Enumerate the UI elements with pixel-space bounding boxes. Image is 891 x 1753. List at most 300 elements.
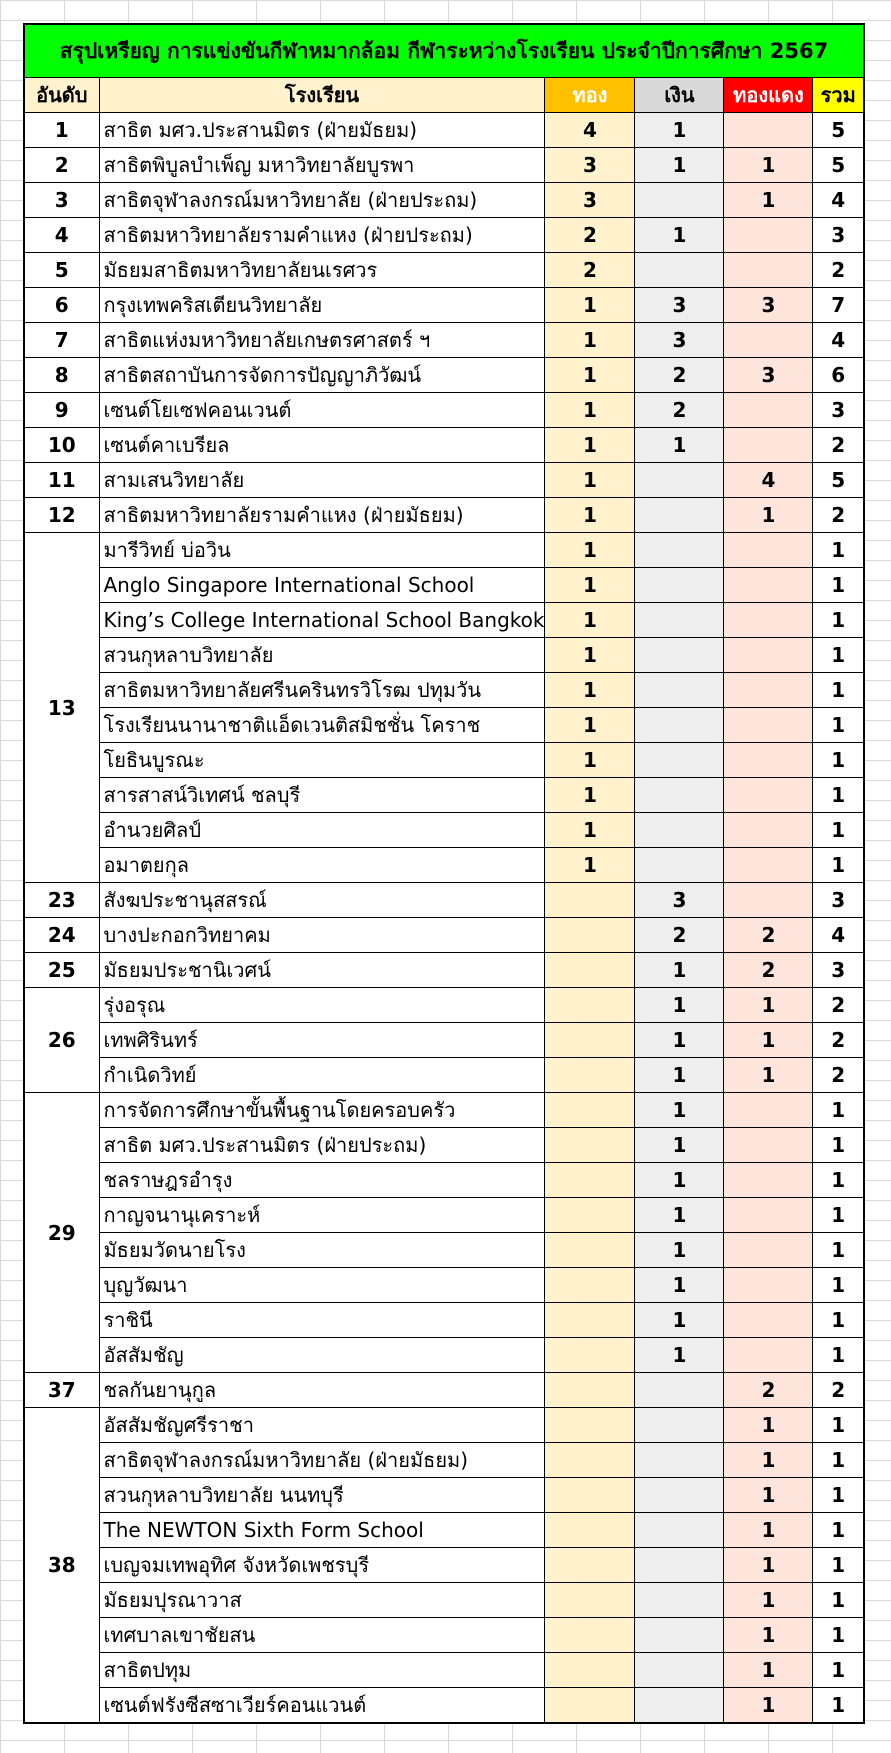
gold-count-cell[interactable]: 1 — [545, 568, 635, 603]
school-name-cell[interactable]: อมาตยกุล — [99, 848, 545, 883]
table-row — [24, 113, 864, 148]
total-count-cell[interactable]: 1 — [813, 1408, 864, 1443]
gold-count-cell[interactable]: 1 — [545, 673, 635, 708]
total-count-cell[interactable]: 1 — [813, 743, 864, 778]
school-name-cell[interactable]: ชลกันยานุกูล — [99, 1373, 545, 1408]
gold-count-cell[interactable] — [545, 1233, 635, 1268]
silver-count-cell[interactable] — [635, 673, 724, 708]
table-row — [24, 1233, 864, 1268]
silver-count-cell[interactable]: 3 — [635, 323, 724, 358]
gold-count-cell[interactable] — [545, 953, 635, 988]
bronze-count-cell[interactable]: 1 — [724, 1548, 813, 1583]
silver-count-cell[interactable] — [635, 603, 724, 638]
gold-count-cell[interactable]: 4 — [545, 113, 635, 148]
bronze-count-cell[interactable] — [724, 253, 813, 288]
total-count-cell[interactable]: 1 — [813, 1618, 864, 1653]
total-count-cell[interactable]: 1 — [813, 1198, 864, 1233]
school-name-cell[interactable]: สวนกุหลาบวิทยาลัย — [99, 638, 545, 673]
rank-cell[interactable]: 5 — [24, 253, 99, 288]
gold-count-cell[interactable]: 2 — [545, 218, 635, 253]
gold-count-cell[interactable] — [545, 1093, 635, 1128]
gold-count-cell[interactable] — [545, 1373, 635, 1408]
total-count-cell[interactable]: 5 — [813, 463, 864, 498]
silver-count-cell[interactable]: 3 — [635, 883, 724, 918]
rank-cell[interactable]: 24 — [24, 918, 99, 953]
total-count-cell[interactable]: 1 — [813, 603, 864, 638]
bronze-count-cell[interactable] — [724, 113, 813, 148]
school-name-cell[interactable]: อัสสัมชัญ — [99, 1338, 545, 1373]
table-row — [24, 253, 864, 288]
bronze-count-cell[interactable] — [724, 673, 813, 708]
gold-count-cell[interactable] — [545, 1443, 635, 1478]
bronze-count-cell[interactable]: 1 — [724, 1618, 813, 1653]
medal-table — [23, 23, 865, 1724]
school-name-cell[interactable]: อัสสัมชัญศรีราชา — [99, 1408, 545, 1443]
total-count-cell[interactable]: 1 — [813, 1653, 864, 1688]
header-gold[interactable]: ทอง — [545, 78, 635, 113]
total-count-cell[interactable]: 1 — [813, 1163, 864, 1198]
total-count-cell[interactable]: 1 — [813, 673, 864, 708]
silver-count-cell[interactable] — [635, 1443, 724, 1478]
silver-count-cell[interactable]: 1 — [635, 218, 724, 253]
table-row — [24, 568, 864, 603]
title-row — [24, 24, 864, 78]
gold-count-cell[interactable]: 1 — [545, 813, 635, 848]
silver-count-cell[interactable] — [635, 813, 724, 848]
table-row — [24, 1338, 864, 1373]
silver-count-cell[interactable]: 2 — [635, 393, 724, 428]
school-name-cell[interactable]: โยธินบูรณะ — [99, 743, 545, 778]
school-name-cell[interactable]: เทพศิรินทร์ — [99, 1023, 545, 1058]
silver-count-cell[interactable]: 1 — [635, 1058, 724, 1093]
school-name-cell[interactable]: สาธิตจุฬาลงกรณ์มหาวิทยาลัย (ฝ่ายประถม) — [99, 183, 545, 218]
rank-cell[interactable]: 13 — [24, 533, 99, 883]
silver-count-cell[interactable]: 1 — [635, 1198, 724, 1233]
gold-count-cell[interactable]: 1 — [545, 288, 635, 323]
gold-count-cell[interactable]: 1 — [545, 848, 635, 883]
bronze-count-cell[interactable]: 1 — [724, 1688, 813, 1724]
rank-cell[interactable]: 7 — [24, 323, 99, 358]
silver-count-cell[interactable] — [635, 1618, 724, 1653]
total-count-cell[interactable]: 1 — [813, 813, 864, 848]
silver-count-cell[interactable]: 1 — [635, 148, 724, 183]
school-name-cell[interactable]: สาธิตสถาบันการจัดการปัญญาภิวัฒน์ — [99, 358, 545, 393]
bronze-count-cell[interactable] — [724, 323, 813, 358]
bronze-count-cell[interactable] — [724, 218, 813, 253]
silver-count-cell[interactable] — [635, 1688, 724, 1724]
total-count-cell[interactable]: 3 — [813, 393, 864, 428]
gold-count-cell[interactable]: 1 — [545, 323, 635, 358]
total-count-cell[interactable]: 1 — [813, 1338, 864, 1373]
silver-count-cell[interactable]: 1 — [635, 1268, 724, 1303]
gold-count-cell[interactable] — [545, 1198, 635, 1233]
bronze-count-cell[interactable]: 1 — [724, 1443, 813, 1478]
total-count-cell[interactable]: 1 — [813, 1128, 864, 1163]
bronze-count-cell[interactable] — [724, 428, 813, 463]
total-count-cell[interactable]: 3 — [813, 218, 864, 253]
bronze-count-cell[interactable]: 1 — [724, 1408, 813, 1443]
table-row — [24, 498, 864, 533]
school-name-cell[interactable]: สารสาสน์วิเทศน์ ชลบุรี — [99, 778, 545, 813]
school-name-cell[interactable]: King’s College International School Bangkok — [99, 603, 545, 638]
table-row — [24, 848, 864, 883]
rank-cell[interactable]: 12 — [24, 498, 99, 533]
school-name-cell[interactable]: กาญจนานุเคราะห์ — [99, 1198, 545, 1233]
school-name-cell[interactable]: บางปะกอกวิทยาคม — [99, 918, 545, 953]
table-row — [24, 1268, 864, 1303]
bronze-count-cell[interactable] — [724, 568, 813, 603]
school-name-cell[interactable]: สาธิตมหาวิทยาลัยรามคำแหง (ฝ่ายประถม) — [99, 218, 545, 253]
school-name-cell[interactable]: สาธิตปทุม — [99, 1653, 545, 1688]
silver-count-cell[interactable] — [635, 708, 724, 743]
school-name-cell[interactable]: การจัดการศึกษาขั้นพื้นฐานโดยครอบครัว — [99, 1093, 545, 1128]
gold-count-cell[interactable] — [545, 1653, 635, 1688]
silver-count-cell[interactable] — [635, 1513, 724, 1548]
silver-count-cell[interactable]: 1 — [635, 1303, 724, 1338]
bronze-count-cell[interactable]: 3 — [724, 288, 813, 323]
table-row — [24, 183, 864, 218]
bronze-count-cell[interactable]: 2 — [724, 1373, 813, 1408]
gold-count-cell[interactable]: 1 — [545, 393, 635, 428]
school-name-cell[interactable]: มัธยมวัดนายโรง — [99, 1233, 545, 1268]
total-count-cell[interactable]: 3 — [813, 883, 864, 918]
gold-count-cell[interactable] — [545, 1023, 635, 1058]
total-count-cell[interactable]: 2 — [813, 1058, 864, 1093]
bronze-count-cell[interactable]: 1 — [724, 988, 813, 1023]
bronze-count-cell[interactable]: 1 — [724, 1478, 813, 1513]
bronze-count-cell[interactable]: 1 — [724, 1058, 813, 1093]
bronze-count-cell[interactable]: 1 — [724, 1583, 813, 1618]
table-row — [24, 813, 864, 848]
table-row — [24, 358, 864, 393]
rank-cell[interactable]: 10 — [24, 428, 99, 463]
gold-count-cell[interactable] — [545, 1408, 635, 1443]
silver-count-cell[interactable]: 1 — [635, 113, 724, 148]
bronze-count-cell[interactable] — [724, 1233, 813, 1268]
gold-count-cell[interactable]: 1 — [545, 533, 635, 568]
bronze-count-cell[interactable] — [724, 1163, 813, 1198]
table-row — [24, 953, 864, 988]
gold-count-cell[interactable] — [545, 1303, 635, 1338]
total-count-cell[interactable]: 1 — [813, 1513, 864, 1548]
school-name-cell[interactable]: มัธยมปุรณาวาส — [99, 1583, 545, 1618]
silver-count-cell[interactable] — [635, 778, 724, 813]
total-count-cell[interactable]: 7 — [813, 288, 864, 323]
total-count-cell[interactable]: 2 — [813, 1023, 864, 1058]
silver-count-cell[interactable] — [635, 498, 724, 533]
total-count-cell[interactable]: 2 — [813, 253, 864, 288]
bronze-count-cell[interactable] — [724, 393, 813, 428]
school-name-cell[interactable]: บุญวัฒนา — [99, 1268, 545, 1303]
table-row — [24, 1583, 864, 1618]
total-count-cell[interactable]: 1 — [813, 568, 864, 603]
silver-count-cell[interactable] — [635, 1583, 724, 1618]
total-count-cell[interactable]: 2 — [813, 988, 864, 1023]
total-count-cell[interactable]: 4 — [813, 918, 864, 953]
school-name-cell[interactable]: มารีวิทย์ บ่อวิน — [99, 533, 545, 568]
gold-count-cell[interactable] — [545, 1618, 635, 1653]
silver-count-cell[interactable]: 1 — [635, 1233, 724, 1268]
silver-count-cell[interactable]: 1 — [635, 428, 724, 463]
gold-count-cell[interactable] — [545, 1583, 635, 1618]
rank-cell[interactable]: 4 — [24, 218, 99, 253]
table-row — [24, 1618, 864, 1653]
school-name-cell[interactable]: สาธิตแห่งมหาวิทยาลัยเกษตรศาสตร์ ฯ — [99, 323, 545, 358]
silver-count-cell[interactable] — [635, 1478, 724, 1513]
school-name-cell[interactable]: สาธิต มศว.ประสานมิตร (ฝ่ายมัธยม) — [99, 113, 545, 148]
gold-count-cell[interactable] — [545, 1548, 635, 1583]
silver-count-cell[interactable]: 1 — [635, 1023, 724, 1058]
table-row — [24, 918, 864, 953]
table-row — [24, 463, 864, 498]
table-row — [24, 638, 864, 673]
table-row — [24, 708, 864, 743]
table-row — [24, 1093, 864, 1128]
total-count-cell[interactable]: 1 — [813, 1268, 864, 1303]
silver-count-cell[interactable] — [635, 638, 724, 673]
school-name-cell[interactable]: สังฆประชานุสสรณ์ — [99, 883, 545, 918]
bronze-count-cell[interactable] — [724, 1093, 813, 1128]
total-count-cell[interactable]: 1 — [813, 1303, 864, 1338]
total-count-cell[interactable]: 2 — [813, 1373, 864, 1408]
school-name-cell[interactable]: เซนต์โยเซฟคอนเวนต์ — [99, 393, 545, 428]
silver-count-cell[interactable] — [635, 1408, 724, 1443]
gold-count-cell[interactable]: 3 — [545, 183, 635, 218]
total-count-cell[interactable]: 1 — [813, 708, 864, 743]
total-count-cell[interactable]: 5 — [813, 113, 864, 148]
gold-count-cell[interactable] — [545, 918, 635, 953]
bronze-count-cell[interactable] — [724, 1268, 813, 1303]
gold-count-cell[interactable] — [545, 1058, 635, 1093]
gold-count-cell[interactable]: 1 — [545, 638, 635, 673]
gold-count-cell[interactable]: 3 — [545, 148, 635, 183]
total-count-cell[interactable]: 1 — [813, 848, 864, 883]
rank-cell[interactable]: 23 — [24, 883, 99, 918]
gold-count-cell[interactable] — [545, 883, 635, 918]
total-count-cell[interactable]: 4 — [813, 183, 864, 218]
table-row — [24, 1023, 864, 1058]
school-name-cell[interactable]: มัธยมสาธิตมหาวิทยาลัยนเรศวร — [99, 253, 545, 288]
total-count-cell[interactable]: 2 — [813, 428, 864, 463]
table-title[interactable]: สรุปเหรียญ การแข่งขันกีฬาหมากล้อม กีฬาระหว่างโรงเรียน ประจำปีการศึกษา 2567 — [24, 24, 864, 78]
silver-count-cell[interactable] — [635, 1548, 724, 1583]
rank-cell[interactable]: 6 — [24, 288, 99, 323]
table-row — [24, 673, 864, 708]
gold-count-cell[interactable] — [545, 988, 635, 1023]
bronze-count-cell[interactable]: 1 — [724, 1023, 813, 1058]
bronze-count-cell[interactable] — [724, 883, 813, 918]
table-row — [24, 1408, 864, 1443]
table-row — [24, 883, 864, 918]
gold-count-cell[interactable]: 2 — [545, 253, 635, 288]
school-name-cell[interactable]: อำนวยศิลป์ — [99, 813, 545, 848]
bronze-count-cell[interactable]: 1 — [724, 1653, 813, 1688]
school-name-cell[interactable]: เทศบาลเขาชัยสน — [99, 1618, 545, 1653]
school-name-cell[interactable]: ราชินี — [99, 1303, 545, 1338]
total-count-cell[interactable]: 1 — [813, 778, 864, 813]
silver-count-cell[interactable] — [635, 1653, 724, 1688]
gold-count-cell[interactable]: 1 — [545, 498, 635, 533]
rank-cell[interactable]: 38 — [24, 1408, 99, 1724]
table-body — [24, 113, 864, 1724]
total-count-cell[interactable]: 1 — [813, 1688, 864, 1724]
rank-cell[interactable]: 37 — [24, 1373, 99, 1408]
bronze-count-cell[interactable] — [724, 1198, 813, 1233]
gold-count-cell[interactable]: 1 — [545, 603, 635, 638]
school-name-cell[interactable]: ชลราษฎรอำรุง — [99, 1163, 545, 1198]
silver-count-cell[interactable]: 3 — [635, 288, 724, 323]
table-row — [24, 743, 864, 778]
silver-count-cell[interactable]: 2 — [635, 918, 724, 953]
silver-count-cell[interactable]: 1 — [635, 1128, 724, 1163]
bronze-count-cell[interactable] — [724, 848, 813, 883]
bronze-count-cell[interactable] — [724, 743, 813, 778]
silver-count-cell[interactable] — [635, 253, 724, 288]
total-count-cell[interactable]: 6 — [813, 358, 864, 393]
header-rank[interactable]: อันดับ — [24, 78, 99, 113]
header-silver[interactable]: เงิน — [635, 78, 724, 113]
gold-count-cell[interactable]: 1 — [545, 428, 635, 463]
bronze-count-cell[interactable]: 1 — [724, 498, 813, 533]
bronze-count-cell[interactable] — [724, 708, 813, 743]
table-row — [24, 1688, 864, 1724]
table-row — [24, 533, 864, 568]
school-name-cell[interactable]: สาธิตจุฬาลงกรณ์มหาวิทยาลัย (ฝ่ายมัธยม) — [99, 1443, 545, 1478]
school-name-cell[interactable]: สาธิตพิบูลบำเพ็ญ มหาวิทยาลัยบูรพา — [99, 148, 545, 183]
total-count-cell[interactable]: 5 — [813, 148, 864, 183]
table-row — [24, 1443, 864, 1478]
header-bronze[interactable]: ทองแดง — [724, 78, 813, 113]
gold-count-cell[interactable]: 1 — [545, 463, 635, 498]
silver-count-cell[interactable]: 1 — [635, 988, 724, 1023]
gold-count-cell[interactable] — [545, 1338, 635, 1373]
table-row — [24, 1303, 864, 1338]
gold-count-cell[interactable] — [545, 1513, 635, 1548]
gold-count-cell[interactable]: 1 — [545, 778, 635, 813]
school-name-cell[interactable]: กรุงเทพคริสเตียนวิทยาลัย — [99, 288, 545, 323]
bronze-count-cell[interactable] — [724, 1338, 813, 1373]
silver-count-cell[interactable]: 1 — [635, 953, 724, 988]
rank-cell[interactable]: 11 — [24, 463, 99, 498]
rank-cell[interactable]: 9 — [24, 393, 99, 428]
silver-count-cell[interactable]: 1 — [635, 1093, 724, 1128]
gold-count-cell[interactable] — [545, 1163, 635, 1198]
bronze-count-cell[interactable] — [724, 533, 813, 568]
total-count-cell[interactable]: 1 — [813, 1443, 864, 1478]
bronze-count-cell[interactable]: 1 — [724, 1513, 813, 1548]
bronze-count-cell[interactable] — [724, 1128, 813, 1163]
silver-count-cell[interactable]: 2 — [635, 358, 724, 393]
header-total[interactable]: รวม — [813, 78, 864, 113]
gold-count-cell[interactable] — [545, 1688, 635, 1724]
rank-cell[interactable]: 8 — [24, 358, 99, 393]
table-row — [24, 288, 864, 323]
table-row — [24, 393, 864, 428]
school-name-cell[interactable]: เซนต์คาเบรียล — [99, 428, 545, 463]
total-count-cell[interactable]: 4 — [813, 323, 864, 358]
total-count-cell[interactable]: 1 — [813, 533, 864, 568]
gold-count-cell[interactable]: 1 — [545, 708, 635, 743]
total-count-cell[interactable]: 1 — [813, 1548, 864, 1583]
gold-count-cell[interactable] — [545, 1128, 635, 1163]
school-name-cell[interactable]: สาธิต มศว.ประสานมิตร (ฝ่ายประถม) — [99, 1128, 545, 1163]
school-name-cell[interactable]: รุ่งอรุณ — [99, 988, 545, 1023]
total-count-cell[interactable]: 1 — [813, 1583, 864, 1618]
silver-count-cell[interactable] — [635, 848, 724, 883]
total-count-cell[interactable]: 1 — [813, 1233, 864, 1268]
bronze-count-cell[interactable]: 1 — [724, 148, 813, 183]
school-name-cell[interactable]: The NEWTON Sixth Form School — [99, 1513, 545, 1548]
bronze-count-cell[interactable] — [724, 778, 813, 813]
gold-count-cell[interactable] — [545, 1478, 635, 1513]
bronze-count-cell[interactable]: 2 — [724, 953, 813, 988]
rank-cell[interactable]: 26 — [24, 988, 99, 1093]
bronze-count-cell[interactable]: 2 — [724, 918, 813, 953]
table-row — [24, 1163, 864, 1198]
silver-count-cell[interactable] — [635, 463, 724, 498]
bronze-count-cell[interactable] — [724, 813, 813, 848]
total-count-cell[interactable]: 1 — [813, 1093, 864, 1128]
silver-count-cell[interactable] — [635, 743, 724, 778]
table-row — [24, 1058, 864, 1093]
bronze-count-cell[interactable] — [724, 638, 813, 673]
school-name-cell[interactable]: สามเสนวิทยาลัย — [99, 463, 545, 498]
school-name-cell[interactable]: สวนกุหลาบวิทยาลัย นนทบุรี — [99, 1478, 545, 1513]
bronze-count-cell[interactable] — [724, 603, 813, 638]
table-row — [24, 988, 864, 1023]
bronze-count-cell[interactable]: 4 — [724, 463, 813, 498]
silver-count-cell[interactable] — [635, 568, 724, 603]
bronze-count-cell[interactable]: 3 — [724, 358, 813, 393]
silver-count-cell[interactable] — [635, 1373, 724, 1408]
silver-count-cell[interactable] — [635, 533, 724, 568]
silver-count-cell[interactable] — [635, 183, 724, 218]
total-count-cell[interactable]: 2 — [813, 498, 864, 533]
rank-cell[interactable]: 2 — [24, 148, 99, 183]
total-count-cell[interactable]: 1 — [813, 638, 864, 673]
bronze-count-cell[interactable] — [724, 1303, 813, 1338]
school-name-cell[interactable]: มัธยมประชานิเวศน์ — [99, 953, 545, 988]
rank-cell[interactable]: 1 — [24, 113, 99, 148]
total-count-cell[interactable]: 1 — [813, 1478, 864, 1513]
rank-cell[interactable]: 3 — [24, 183, 99, 218]
total-count-cell[interactable]: 3 — [813, 953, 864, 988]
table-row — [24, 1373, 864, 1408]
gold-count-cell[interactable]: 1 — [545, 743, 635, 778]
table-row — [24, 323, 864, 358]
bronze-count-cell[interactable]: 1 — [724, 183, 813, 218]
school-name-cell[interactable]: สาธิตมหาวิทยาลัยศรีนครินทรวิโรฒ ปทุมวัน — [99, 673, 545, 708]
table-row — [24, 1653, 864, 1688]
silver-count-cell[interactable]: 1 — [635, 1338, 724, 1373]
rank-cell[interactable]: 25 — [24, 953, 99, 988]
gold-count-cell[interactable] — [545, 1268, 635, 1303]
silver-count-cell[interactable]: 1 — [635, 1163, 724, 1198]
table-row — [24, 1198, 864, 1233]
table-row — [24, 1548, 864, 1583]
header-school[interactable]: โรงเรียน — [99, 78, 545, 113]
header-row — [24, 78, 864, 113]
school-name-cell[interactable]: เบญจมเทพอุทิศ จังหวัดเพชรบุรี — [99, 1548, 545, 1583]
school-name-cell[interactable]: Anglo Singapore International School — [99, 568, 545, 603]
school-name-cell[interactable]: โรงเรียนนานาชาติแอ็ดเวนติสมิชชั่น โคราช — [99, 708, 545, 743]
school-name-cell[interactable]: สาธิตมหาวิทยาลัยรามคำแหง (ฝ่ายมัธยม) — [99, 498, 545, 533]
gold-count-cell[interactable]: 1 — [545, 358, 635, 393]
school-name-cell[interactable]: กำเนิดวิทย์ — [99, 1058, 545, 1093]
table-row — [24, 218, 864, 253]
school-name-cell[interactable]: เซนต์ฟรังซีสซาเวียร์คอนแวนต์ — [99, 1688, 545, 1724]
rank-cell[interactable]: 29 — [24, 1093, 99, 1373]
